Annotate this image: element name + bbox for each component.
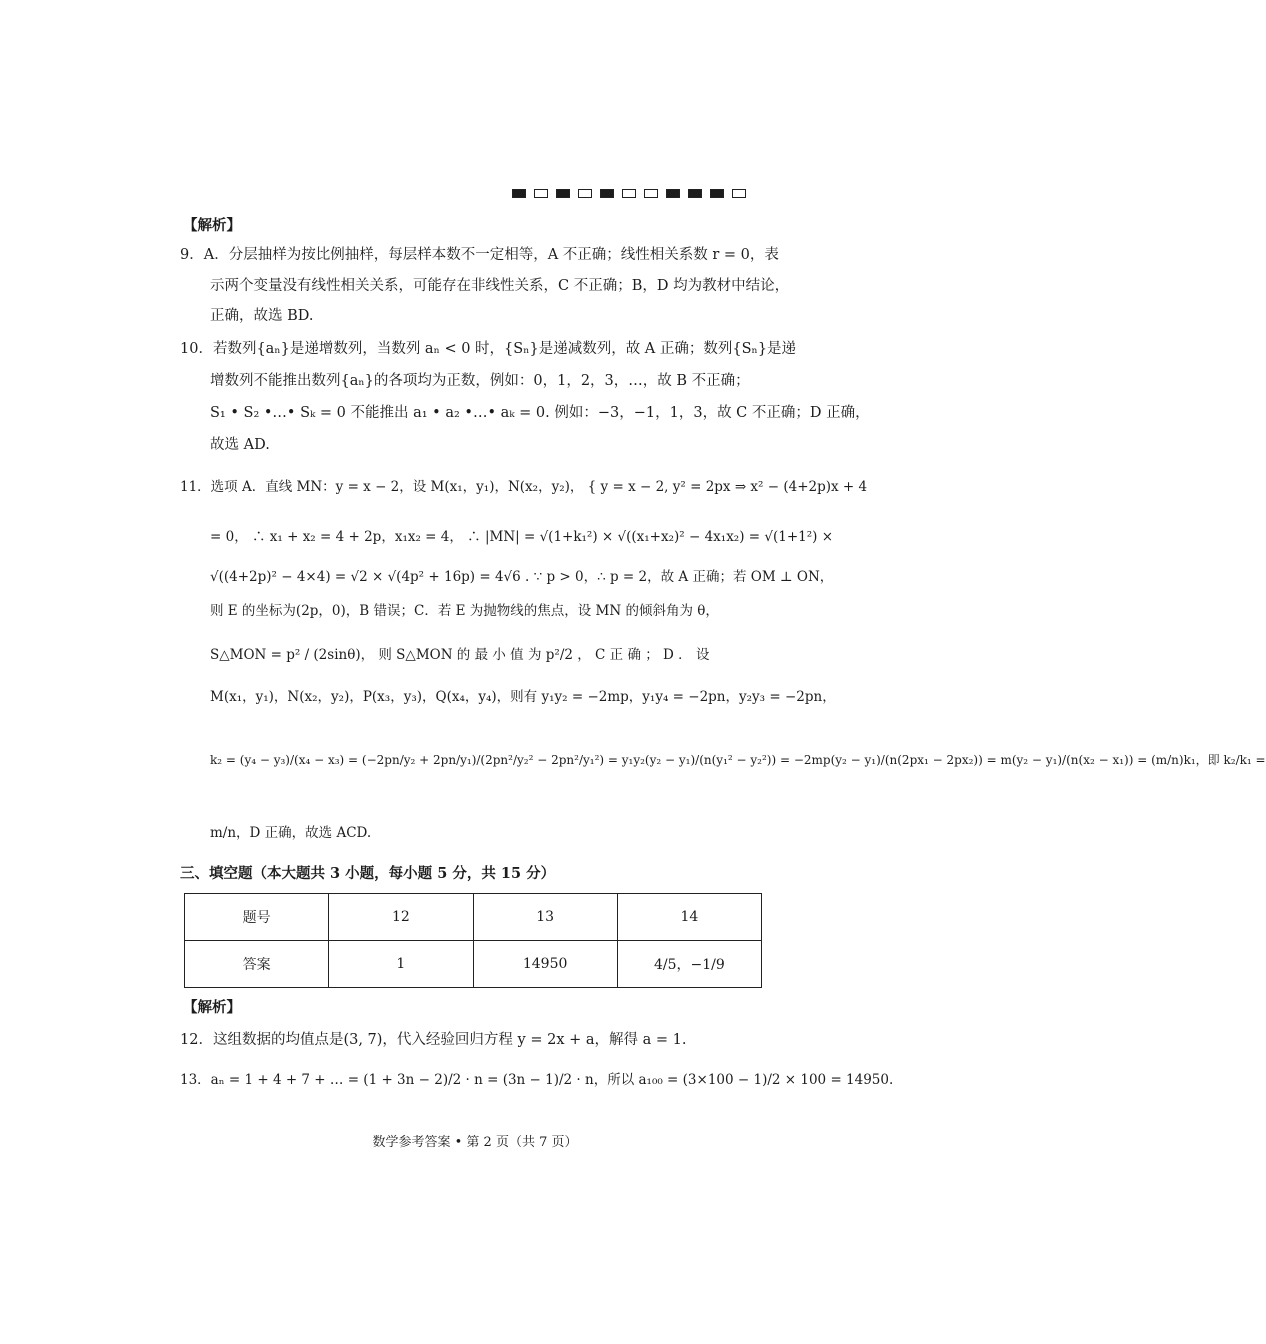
registration-mark: [578, 189, 592, 198]
table-cell: 12: [329, 894, 473, 941]
registration-mark: [732, 189, 746, 198]
q11-line7: k₂ = (y₄ − y₃)/(x₄ − x₃) = (−2pn/y₂ + 2pn/y₁)/(2pn²/y₂² − 2pn²/y₁²) = y₁y₂(y₂ − y₁)/(n(y₁² − y₂²)) = −2mp(y₂ − y₁)/(n(2px₁ − 2px₂)) = m(y₂ − y₁)/(n(x₂ − x₁)) = (m/n)k₁，即 k₂/k₁ =: [210, 753, 1266, 767]
registration-mark: [644, 189, 658, 198]
section3-heading: 三、填空题（本大题共 3 小题，每小题 5 分，共 15 分）: [180, 865, 556, 882]
registration-mark: [556, 189, 570, 198]
q9-line3: 正确，故选 BD.: [210, 308, 314, 324]
q10-line1: 10．若数列{aₙ}是递增数列，当数列 aₙ < 0 时，{Sₙ}是递减数列，故 A 正确；数列{Sₙ}是递: [180, 341, 797, 357]
q11-line3: √((4+2p)² − 4×4) = √2 × √(4p² + 16p) = 4√6 . ∵ p > 0，∴ p = 2，故 A 正确；若 OM ⊥ ON，: [210, 569, 834, 585]
q10-line4: 故选 AD.: [210, 437, 270, 453]
table-cell: 14950: [473, 941, 617, 988]
q9-line1: 9．A．分层抽样为按比例抽样，每层样本数不一定相等，A 不正确；线性相关系数 r = 0，表: [180, 247, 779, 263]
table-cell: 题号: [185, 894, 329, 941]
registration-marks: [512, 189, 746, 198]
registration-mark: [688, 189, 702, 198]
table-cell: 1: [329, 941, 473, 988]
table-cell: 14: [617, 894, 761, 941]
registration-mark: [512, 189, 526, 198]
table-cell: 4/5，−1/9: [617, 941, 761, 988]
registration-mark: [600, 189, 614, 198]
q12-line: 12．这组数据的均值点是(3, 7)，代入经验回归方程 y = 2x + a，解得 a = 1.: [180, 1032, 687, 1048]
q9-line2: 示两个变量没有线性相关关系，可能存在非线性关系，C 不正确；B，D 均为教材中结论，: [210, 278, 790, 294]
registration-mark: [666, 189, 680, 198]
q13-line: 13．aₙ = 1 + 4 + 7 + … = (1 + 3n − 2)/2 · n = (3n − 1)/2 · n，所以 a₁₀₀ = (3×100 − 1)/2 × 100 = 14950.: [180, 1072, 894, 1088]
q10-line2: 增数列不能推出数列{aₙ}的各项均为正数，例如：0，1，2，3，…，故 B 不正确；: [210, 373, 750, 389]
q11-line8: m/n，D 正确，故选 ACD.: [210, 825, 372, 841]
registration-mark: [710, 189, 724, 198]
registration-mark: [622, 189, 636, 198]
page-footer: 数学参考答案 • 第 2 页（共 7 页）: [372, 1135, 578, 1150]
q11-line2: = 0， ∴ x₁ + x₂ = 4 + 2p，x₁x₂ = 4， ∴ |MN| = √(1+k₁²) × √((x₁+x₂)² − 4x₁x₂) = √(1+1²) ×: [210, 529, 834, 545]
q11-line1: 11．选项 A．直线 MN：y = x − 2，设 M(x₁，y₁)，N(x₂，y₂)， { y = x − 2, y² = 2px ⇒ x² − (4+2p)x + 4: [180, 479, 868, 495]
q11-line4: 则 E 的坐标为(2p，0)，B 错误；C．若 E 为抛物线的焦点，设 MN 的倾斜角为 θ，: [210, 603, 719, 619]
answer-table: [184, 893, 762, 988]
table-cell: 答案: [185, 941, 329, 988]
table-cell: 13: [473, 894, 617, 941]
q11-line5: S△MON = p² / (2sinθ)， 则 S△MON 的 最 小 值 为 p²/2 ， C 正 确 ； D ． 设: [210, 647, 710, 663]
q11-line6: M(x₁，y₁)，N(x₂，y₂)，P(x₃，y₃)，Q(x₄，y₄)，则有 y₁y₂ = −2mp，y₁y₄ = −2pn，y₂y₃ = −2pn，: [210, 689, 836, 705]
analysis-heading-2: 【解析】: [183, 999, 241, 1016]
q10-line3: S₁ • S₂ •…• Sₖ = 0 不能推出 a₁ • a₂ •…• aₖ = 0. 例如：−3，−1，1，3，故 C 不正确；D 正确，: [210, 405, 870, 421]
registration-mark: [534, 189, 548, 198]
analysis-heading: 【解析】: [183, 217, 241, 234]
table-row: [185, 941, 762, 988]
table-header-row: [185, 894, 762, 941]
